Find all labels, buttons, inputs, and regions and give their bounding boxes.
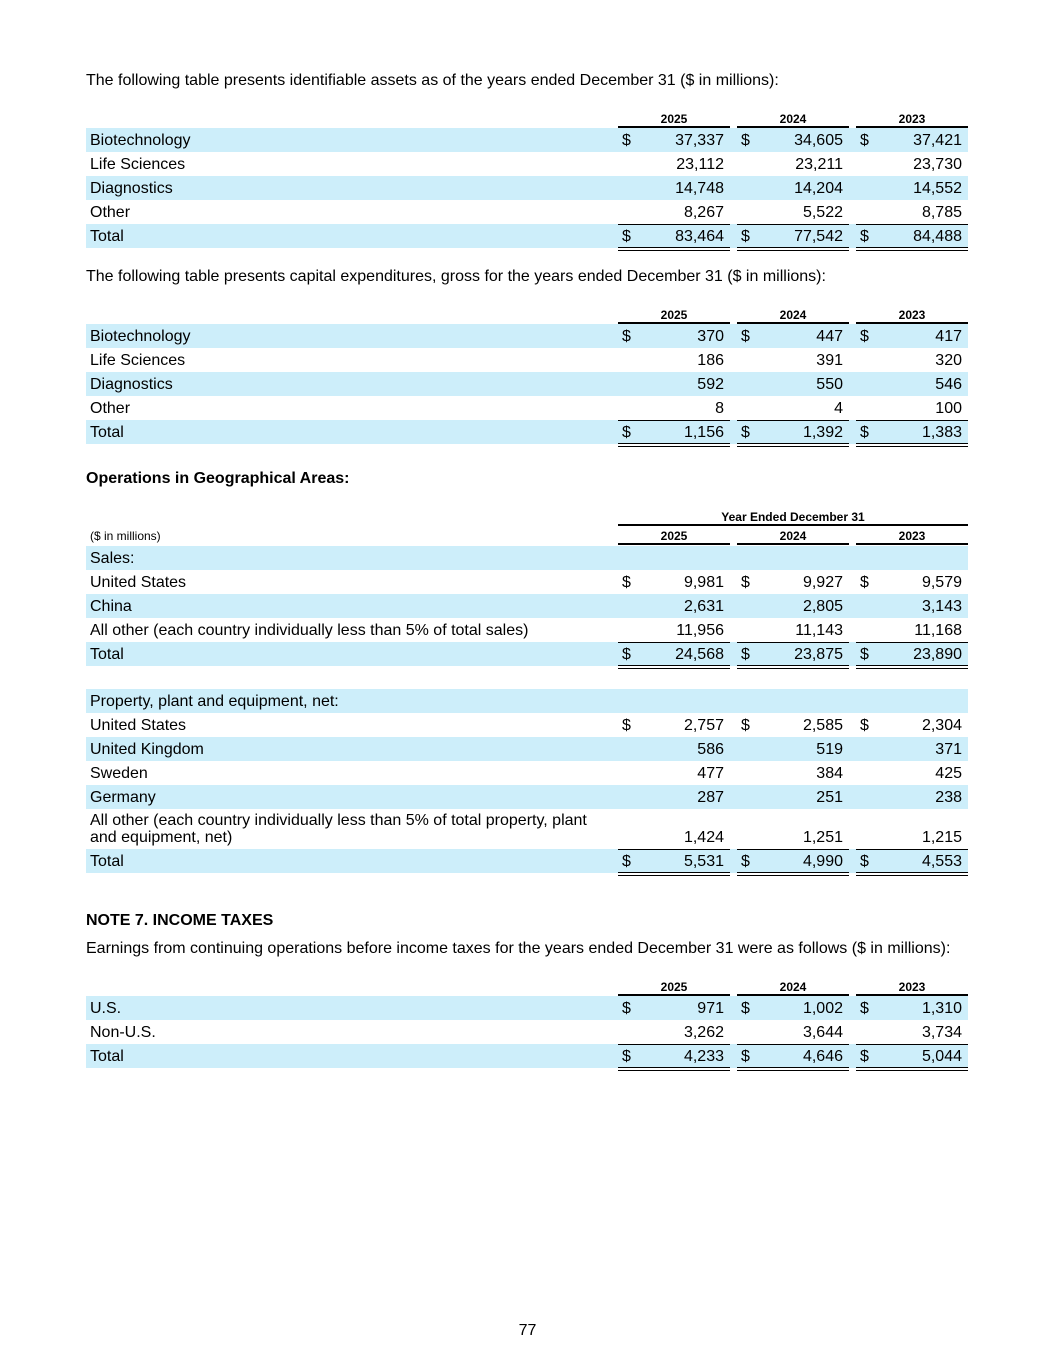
subtotal-rule (737, 420, 849, 421)
total-double-rule (856, 1067, 968, 1071)
total-double-rule (856, 872, 968, 876)
dollar-sign: $ (860, 574, 869, 591)
table-row (86, 348, 968, 372)
cell-value: 8,785 (921, 204, 962, 221)
dollar-sign: $ (622, 574, 631, 591)
geo-year-2025: 2025 (660, 529, 688, 543)
cell-value: 1,251 (802, 829, 843, 846)
row-label: Biotechnology (90, 328, 191, 345)
row-label: Diagnostics (90, 376, 173, 393)
subtotal-rule (856, 1044, 968, 1045)
cell-value: 2,757 (683, 717, 724, 734)
cell-value: 2,805 (802, 598, 843, 615)
row-label: Total (90, 1048, 124, 1065)
subtotal-rule (618, 420, 730, 421)
cell-value: 9,927 (802, 574, 843, 591)
page-number: 77 (518, 1322, 537, 1339)
subtotal-rule (618, 849, 730, 850)
cell-value: 519 (816, 741, 843, 758)
row-label: China (90, 598, 132, 615)
table-row (86, 152, 968, 176)
cell-value: 1,424 (683, 829, 724, 846)
geo-year-2023: 2023 (898, 529, 926, 543)
cell-value: 2,304 (921, 717, 962, 734)
assets-year-2025: 2025 (660, 112, 688, 126)
table-row (86, 372, 968, 396)
total-double-rule (737, 872, 849, 876)
geo-units: ($ in millions) (90, 529, 161, 543)
cell-value: 34,605 (794, 132, 843, 149)
dollar-sign: $ (622, 646, 631, 663)
cell-value: 4,646 (802, 1048, 843, 1065)
total-double-rule (737, 443, 849, 447)
total-double-rule (737, 247, 849, 251)
cell-value: 23,875 (794, 646, 843, 663)
ppe-section-label: Property, plant and equipment, net: (90, 693, 339, 710)
cell-value: 5,044 (921, 1048, 962, 1065)
row-label: Other (90, 400, 131, 417)
table-row (86, 1044, 968, 1068)
cell-value: 384 (816, 765, 843, 782)
dollar-sign: $ (741, 132, 750, 149)
cell-value: 9,981 (683, 574, 724, 591)
intro-assets: The following table presents identifiable assets as of the years ended December 31 ($ in millions): (86, 72, 779, 89)
cell-value: 1,392 (802, 424, 843, 441)
cell-value: 23,730 (913, 156, 962, 173)
dollar-sign: $ (622, 228, 631, 245)
tax-year-2023: 2023 (898, 980, 926, 994)
row-label: All other (each country individually less than 5% of total property, plant and equipment, net) (90, 812, 587, 846)
table-row (86, 761, 968, 785)
dollar-sign: $ (860, 132, 869, 149)
dollar-sign: $ (741, 717, 750, 734)
cell-value: 8,267 (683, 204, 724, 221)
dollar-sign: $ (860, 424, 869, 441)
cell-value: 8 (715, 400, 724, 417)
table-row (86, 570, 968, 594)
table-row (86, 420, 968, 444)
table-row (86, 849, 968, 873)
total-double-rule (856, 247, 968, 251)
dollar-sign: $ (860, 1048, 869, 1065)
table-row (86, 594, 968, 618)
dollar-sign: $ (741, 424, 750, 441)
total-double-rule (618, 1067, 730, 1071)
row-label: Sweden (90, 765, 148, 782)
total-double-rule (618, 443, 730, 447)
table-row (86, 618, 968, 642)
row-label: United States (90, 574, 187, 591)
table-row (86, 200, 968, 224)
row-label: All other (each country individually less than 5% of total sales) (90, 622, 529, 639)
cell-value: 9,579 (921, 574, 962, 591)
capex-year-2023: 2023 (898, 308, 926, 322)
dollar-sign: $ (622, 1000, 631, 1017)
subtotal-rule (737, 224, 849, 225)
table-row (86, 713, 968, 737)
sales-section-label: Sales: (90, 550, 135, 567)
cell-value: 447 (816, 328, 843, 345)
assets-year-2024: 2024 (779, 112, 807, 126)
dollar-sign: $ (741, 853, 750, 870)
total-double-rule (737, 1067, 849, 1071)
row-label: Germany (90, 789, 156, 806)
cell-value: 11,168 (914, 622, 962, 639)
row-label: Biotechnology (90, 132, 191, 149)
table-row (86, 324, 968, 348)
dollar-sign: $ (860, 853, 869, 870)
dollar-sign: $ (622, 328, 631, 345)
row-label: Total (90, 228, 124, 245)
note7-intro: Earnings from continuing operations before income taxes for the years ended December 31 were as follows ($ in millions): (86, 940, 951, 957)
table-row (86, 809, 968, 849)
cell-value: 186 (697, 352, 724, 369)
table-row (86, 128, 968, 152)
note7-heading: NOTE 7. INCOME TAXES (86, 912, 274, 929)
cell-value: 1,002 (802, 1000, 843, 1017)
row-label: United States (90, 717, 187, 734)
cell-value: 1,215 (921, 829, 962, 846)
tax-year-2025: 2025 (660, 980, 688, 994)
dollar-sign: $ (741, 646, 750, 663)
row-label: United Kingdom (90, 741, 204, 758)
cell-value: 24,568 (675, 646, 724, 663)
total-double-rule (618, 872, 730, 876)
dollar-sign: $ (741, 574, 750, 591)
row-label: Diagnostics (90, 180, 173, 197)
cell-value: 3,734 (921, 1024, 962, 1041)
dollar-sign: $ (741, 1048, 750, 1065)
table-row (86, 1020, 968, 1044)
cell-value: 23,211 (795, 156, 843, 173)
dollar-sign: $ (741, 228, 750, 245)
row-label: Total (90, 853, 124, 870)
row-label: U.S. (90, 1000, 122, 1017)
total-double-rule (856, 443, 968, 447)
cell-value: 14,748 (675, 180, 724, 197)
cell-value: 23,112 (676, 156, 724, 173)
cell-value: 238 (935, 789, 962, 806)
intro-capex: The following table presents capital expenditures, gross for the years ended December 31 ($ in millions): (86, 268, 826, 285)
dollar-sign: $ (860, 328, 869, 345)
total-double-rule (737, 665, 849, 669)
cell-value: 83,464 (675, 228, 724, 245)
cell-value: 37,337 (675, 132, 724, 149)
cell-value: 586 (697, 741, 724, 758)
cell-value: 11,143 (795, 622, 843, 639)
dollar-sign: $ (622, 132, 631, 149)
row-label: Non-U.S. (90, 1024, 156, 1041)
dollar-sign: $ (622, 717, 631, 734)
cell-value: 592 (697, 376, 724, 393)
cell-value: 4 (834, 400, 843, 417)
cell-value: 1,310 (921, 1000, 962, 1017)
dollar-sign: $ (860, 228, 869, 245)
cell-value: 550 (816, 376, 843, 393)
subtotal-rule (856, 420, 968, 421)
cell-value: 3,644 (802, 1024, 843, 1041)
table-row (86, 396, 968, 420)
cell-value: 425 (935, 765, 962, 782)
cell-value: 77,542 (794, 228, 843, 245)
geo-heading: Operations in Geographical Areas: (86, 470, 350, 487)
cell-value: 370 (697, 328, 724, 345)
row-label: Total (90, 646, 124, 663)
cell-value: 14,552 (913, 180, 962, 197)
subtotal-rule (618, 1044, 730, 1045)
tax-year-2024: 2024 (779, 980, 807, 994)
total-double-rule (618, 665, 730, 669)
subtotal-rule (856, 224, 968, 225)
cell-value: 477 (697, 765, 724, 782)
table-row (86, 737, 968, 761)
total-double-rule (856, 665, 968, 669)
cell-value: 371 (935, 741, 962, 758)
geo-header-group: Year Ended December 31 (721, 510, 865, 524)
subtotal-rule (618, 642, 730, 643)
dollar-sign: $ (860, 646, 869, 663)
cell-value: 14,204 (794, 180, 843, 197)
cell-value: 2,585 (802, 717, 843, 734)
cell-value: 320 (935, 352, 962, 369)
total-double-rule (618, 247, 730, 251)
cell-value: 84,488 (913, 228, 962, 245)
cell-value: 3,262 (683, 1024, 724, 1041)
row-label: Other (90, 204, 131, 221)
cell-value: 11,956 (676, 622, 724, 639)
row-label: Life Sciences (90, 352, 186, 369)
subtotal-rule (618, 224, 730, 225)
subtotal-rule (737, 642, 849, 643)
dollar-sign: $ (741, 1000, 750, 1017)
cell-value: 37,421 (913, 132, 962, 149)
capex-year-2024: 2024 (779, 308, 807, 322)
cell-value: 4,990 (802, 853, 843, 870)
cell-value: 971 (697, 1000, 724, 1017)
subtotal-rule (856, 642, 968, 643)
cell-value: 4,553 (921, 853, 962, 870)
row-label: Total (90, 424, 124, 441)
dollar-sign: $ (622, 1048, 631, 1065)
table-row (86, 642, 968, 666)
assets-year-2023: 2023 (898, 112, 926, 126)
row-label: Life Sciences (90, 156, 186, 173)
cell-value: 5,531 (683, 853, 724, 870)
cell-value: 417 (935, 328, 962, 345)
cell-value: 3,143 (921, 598, 962, 615)
cell-value: 100 (935, 400, 962, 417)
dollar-sign: $ (622, 853, 631, 870)
dollar-sign: $ (622, 424, 631, 441)
capex-year-2025: 2025 (660, 308, 688, 322)
geo-year-2024: 2024 (779, 529, 807, 543)
cell-value: 391 (816, 352, 843, 369)
table-row (86, 785, 968, 809)
sales-section-row (86, 546, 968, 570)
table-row (86, 224, 968, 248)
cell-value: 23,890 (913, 646, 962, 663)
dollar-sign: $ (860, 717, 869, 734)
subtotal-rule (737, 1044, 849, 1045)
dollar-sign: $ (860, 1000, 869, 1017)
cell-value: 2,631 (683, 598, 724, 615)
subtotal-rule (737, 849, 849, 850)
cell-value: 546 (935, 376, 962, 393)
dollar-sign: $ (741, 328, 750, 345)
cell-value: 287 (697, 789, 724, 806)
table-row (86, 996, 968, 1020)
subtotal-rule (856, 849, 968, 850)
cell-value: 5,522 (802, 204, 843, 221)
table-row (86, 176, 968, 200)
cell-value: 4,233 (683, 1048, 724, 1065)
ppe-section-row (86, 689, 968, 713)
cell-value: 1,383 (921, 424, 962, 441)
cell-value: 1,156 (683, 424, 724, 441)
cell-value: 251 (816, 789, 843, 806)
